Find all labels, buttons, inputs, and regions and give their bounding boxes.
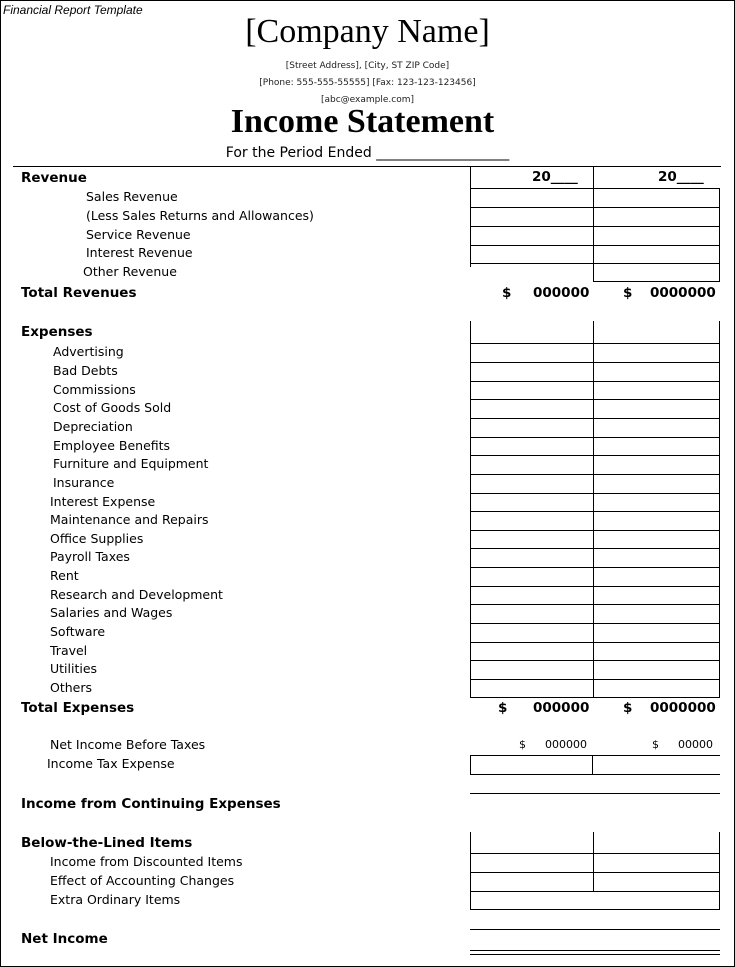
phone-fax: [Phone: 555-555-55555] [Fax: 123-123-123456] [259, 78, 476, 88]
grid-line [470, 455, 720, 456]
template-label: Financial Report Template [3, 3, 143, 17]
income-tax-input-1[interactable] [470, 755, 593, 775]
expense-item: Commissions [53, 382, 136, 397]
revenue-item: (Less Sales Returns and Allowances) [86, 208, 314, 223]
year1-header: 20____ [532, 169, 578, 185]
net-before-taxes-currency-2: $ [652, 738, 659, 751]
grid-line [470, 929, 720, 930]
grid-line [470, 679, 720, 680]
total-expenses-year2: 0000000 [650, 700, 716, 716]
grid-line [470, 872, 720, 873]
grid-line [470, 362, 720, 363]
expense-item: Rent [50, 568, 79, 583]
revenue-item: Sales Revenue [86, 189, 178, 204]
grid-line [470, 418, 720, 419]
expense-item: Furniture and Equipment [53, 456, 209, 471]
continuing-input-line[interactable] [470, 793, 720, 794]
email: [abc@example.com] [320, 95, 415, 105]
total-expenses-currency-1: $ [498, 700, 508, 716]
net-income-double-line[interactable] [470, 950, 720, 951]
expense-item: Software [50, 624, 106, 639]
expense-item: Others [50, 680, 93, 695]
below-line-item: Extra Ordinary Items [50, 892, 181, 907]
expense-item: Interest Expense [50, 494, 156, 509]
total-revenues-currency-1: $ [502, 285, 512, 301]
grid-line [470, 245, 720, 246]
expenses-input-grid[interactable] [470, 343, 720, 698]
grid-line [593, 343, 594, 698]
grid-line [593, 832, 594, 853]
grid-line [593, 281, 720, 282]
grid-line [470, 399, 720, 400]
grid-line [719, 321, 720, 343]
grid-line [719, 264, 720, 281]
net-before-taxes-year2: 00000 [678, 738, 713, 751]
net-before-taxes-label: Net Income Before Taxes [50, 737, 206, 752]
grid-line [593, 321, 594, 343]
expense-item: Employee Benefits [53, 438, 171, 453]
grid-line [470, 832, 471, 853]
grid-line [470, 642, 720, 643]
statement-title: Income Statement [230, 103, 495, 140]
revenue-item: Other Revenue [83, 264, 177, 279]
expense-item: Travel [50, 643, 88, 658]
total-expenses-year1: 000000 [533, 700, 590, 716]
below-line-item: Income from Discounted Items [50, 854, 243, 869]
revenue-heading: Revenue [21, 170, 87, 186]
grid-line [470, 891, 720, 892]
period-ended: For the Period Ended ___________________ [225, 145, 510, 161]
expense-item: Salaries and Wages [50, 605, 173, 620]
revenue-item: Interest Revenue [86, 245, 193, 260]
year2-header: 20____ [658, 169, 704, 185]
expense-item: Cost of Goods Sold [53, 400, 172, 415]
grid-line [470, 474, 720, 475]
grid-line [470, 321, 471, 343]
grid-line [470, 604, 720, 605]
below-line-item: Effect of Accounting Changes [50, 873, 235, 888]
header-divider [13, 166, 721, 167]
grid-line [470, 381, 720, 382]
net-income-double-line [470, 954, 720, 955]
expense-item: Advertising [53, 344, 124, 359]
below-line-heading: Below-the-Lined Items [21, 835, 193, 851]
total-revenues-year2: 0000000 [650, 285, 716, 301]
income-tax-label: Income Tax Expense [47, 756, 175, 771]
expense-item: Payroll Taxes [50, 549, 130, 564]
grid-line [470, 623, 720, 624]
net-before-taxes-currency-1: $ [519, 738, 526, 751]
grid-line [719, 832, 720, 853]
street-address: [Street Address], [City, ST ZIP Code] [285, 61, 450, 71]
total-expenses-label: Total Expenses [21, 700, 135, 716]
grid-line [470, 586, 720, 587]
total-revenues-year1: 000000 [533, 285, 590, 301]
net-before-taxes-year1: 000000 [545, 738, 587, 751]
expense-item: Bad Debts [53, 363, 118, 378]
revenue-item: Service Revenue [86, 227, 191, 242]
total-revenues-currency-2: $ [623, 285, 633, 301]
net-income-label: Net Income [21, 931, 108, 947]
grid-line [470, 548, 720, 549]
expense-item: Research and Development [50, 587, 223, 602]
grid-line [470, 493, 720, 494]
grid-line [470, 660, 720, 661]
expenses-heading: Expenses [21, 324, 93, 340]
total-expenses-currency-2: $ [623, 700, 633, 716]
grid-line [593, 774, 720, 775]
grid-line [470, 207, 720, 208]
grid-line [470, 567, 720, 568]
total-revenues-label: Total Revenues [21, 285, 137, 301]
expense-item: Utilities [50, 661, 98, 676]
grid-line [470, 511, 720, 512]
company-name: [Company Name] [245, 13, 490, 50]
grid-line [470, 226, 720, 227]
grid-line [470, 530, 720, 531]
expense-item: Office Supplies [50, 531, 144, 546]
expense-item: Depreciation [53, 419, 133, 434]
continuing-label: Income from Continuing Expenses [21, 796, 281, 812]
expense-item: Insurance [53, 475, 115, 490]
expense-item: Maintenance and Repairs [50, 512, 209, 527]
grid-line [470, 437, 720, 438]
below-line-input-grid[interactable] [470, 853, 720, 910]
